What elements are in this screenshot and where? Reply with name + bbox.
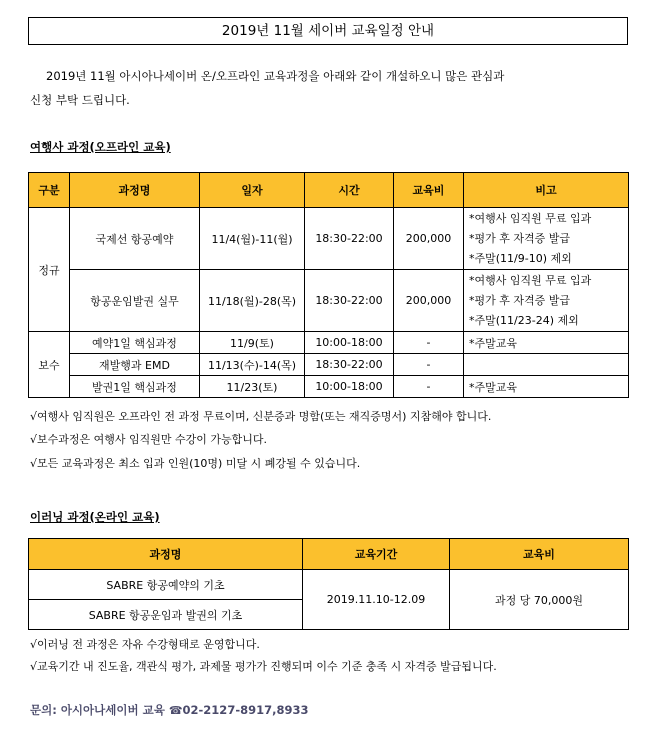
table-row bbox=[29, 270, 629, 332]
course-notes: *주말교육 bbox=[464, 332, 629, 354]
course-date: 11/9(토) bbox=[200, 332, 305, 354]
online-section-title: 이러닝 과정(온라인 교육) bbox=[30, 510, 160, 524]
course-time: 18:30-22:00 bbox=[305, 270, 394, 332]
offline-footnote: √보수과정은 여행사 임직원만 수강이 가능합니다. bbox=[30, 433, 268, 446]
category-regular: 정규 bbox=[29, 208, 70, 332]
intro-line-1: 2019년 11월 아시아나세이버 온/오프라인 교육과정을 아래와 같이 개설하오니 많은 관심과 bbox=[46, 69, 505, 83]
header-course-name: 과정명 bbox=[29, 539, 303, 570]
header-period: 교육기간 bbox=[303, 539, 450, 570]
course-name: 국제선 항공예약 bbox=[70, 208, 200, 270]
header-date: 일자 bbox=[200, 173, 305, 208]
table-row bbox=[29, 332, 629, 354]
table-row bbox=[29, 570, 629, 600]
offline-footnote: √여행사 임직원은 오프라인 전 과정 무료이며, 신분증과 명함(또는 재직증명서) 지참해야 합니다. bbox=[30, 410, 492, 423]
note-line: *여행사 임직원 무료 입과 bbox=[469, 211, 592, 225]
course-notes bbox=[464, 270, 629, 332]
course-time: 18:30-22:00 bbox=[305, 208, 394, 270]
online-course-name: SABRE 항공예약의 기초 bbox=[29, 570, 303, 600]
online-footnote: √교육기간 내 진도율, 객관식 평가, 과제물 평가가 진행되며 이수 기준 충족 시 자격증 발급됩니다. bbox=[30, 660, 497, 673]
course-fee: - bbox=[394, 376, 464, 398]
offline-section-title: 여행사 과정(오프라인 교육) bbox=[30, 140, 171, 154]
course-date: 11/18(월)-28(목) bbox=[200, 270, 305, 332]
note-line: *주말(11/23-24) 제외 bbox=[469, 313, 579, 327]
table-header-row bbox=[29, 173, 629, 208]
course-name: 항공운임발권 실무 bbox=[70, 270, 200, 332]
course-name: 예약1일 핵심과정 bbox=[70, 332, 200, 354]
course-fee: - bbox=[394, 332, 464, 354]
note-line: *평가 후 자격증 발급 bbox=[469, 293, 570, 307]
offline-footnote: √모든 교육과정은 최소 입과 인원(10명) 미달 시 폐강될 수 있습니다. bbox=[30, 457, 361, 470]
contact-phone: 02-2127-8917,8933 bbox=[182, 703, 309, 717]
header-category: 구분 bbox=[29, 173, 70, 208]
course-fee: 200,000 bbox=[394, 270, 464, 332]
page-title: 2019년 11월 세이버 교육일정 안내 bbox=[28, 17, 628, 45]
category-supplementary: 보수 bbox=[29, 332, 70, 398]
header-course-name: 과정명 bbox=[70, 173, 200, 208]
table-row bbox=[29, 208, 629, 270]
note-line: *주말(11/9-10) 제외 bbox=[469, 251, 572, 265]
header-time: 시간 bbox=[305, 173, 394, 208]
course-name: 재발행과 EMD bbox=[70, 354, 200, 376]
table-header-row bbox=[29, 539, 629, 570]
note-line: *여행사 임직원 무료 입과 bbox=[469, 273, 592, 287]
course-time: 10:00-18:00 bbox=[305, 332, 394, 354]
contact-info bbox=[30, 702, 308, 718]
table-row bbox=[29, 354, 629, 376]
table-row bbox=[29, 376, 629, 398]
course-name: 발권1일 핵심과정 bbox=[70, 376, 200, 398]
offline-schedule-table bbox=[28, 172, 629, 398]
course-notes: *주말교육 bbox=[464, 376, 629, 398]
course-notes bbox=[464, 354, 629, 376]
online-fee: 과정 당 70,000원 bbox=[450, 570, 629, 630]
course-fee: 200,000 bbox=[394, 208, 464, 270]
course-date: 11/13(수)-14(목) bbox=[200, 354, 305, 376]
course-notes bbox=[464, 208, 629, 270]
intro-line-2: 신청 부탁 드립니다. bbox=[30, 93, 130, 107]
online-period: 2019.11.10-12.09 bbox=[303, 570, 450, 630]
header-fee: 교육비 bbox=[394, 173, 464, 208]
course-date: 11/4(월)-11(월) bbox=[200, 208, 305, 270]
note-line: *평가 후 자격증 발급 bbox=[469, 231, 570, 245]
online-footnote: √이러닝 전 과정은 자유 수강형태로 운영합니다. bbox=[30, 638, 260, 651]
phone-icon: ☎ bbox=[168, 704, 183, 717]
course-time: 10:00-18:00 bbox=[305, 376, 394, 398]
course-time: 18:30-22:00 bbox=[305, 354, 394, 376]
online-course-name: SABRE 항공운임과 발권의 기초 bbox=[29, 600, 303, 630]
header-fee: 교육비 bbox=[450, 539, 629, 570]
contact-label: 문의: 아시아나세이버 교육 bbox=[30, 703, 165, 717]
course-date: 11/23(토) bbox=[200, 376, 305, 398]
course-fee: - bbox=[394, 354, 464, 376]
online-course-table bbox=[28, 538, 629, 630]
header-notes: 비고 bbox=[464, 173, 629, 208]
intro-text bbox=[30, 64, 630, 112]
